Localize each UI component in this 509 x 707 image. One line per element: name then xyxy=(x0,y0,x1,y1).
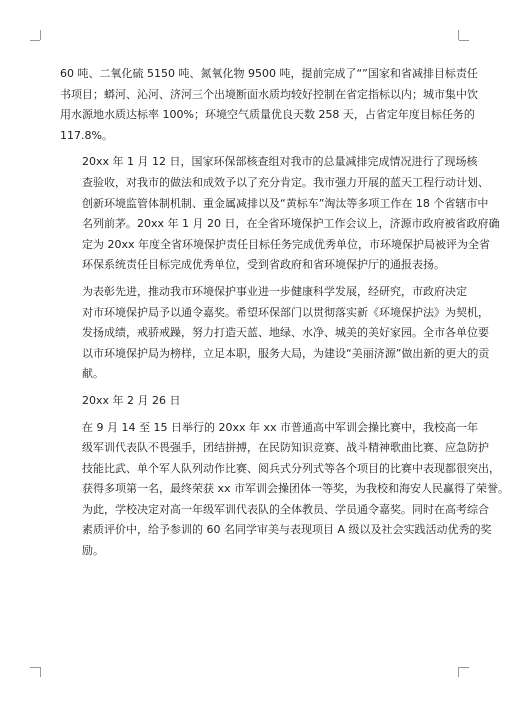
text-line: 对市环境保护局予以通令嘉奖。希望环保部门以贯彻落实新《环境保护法》为契机， xyxy=(82,305,489,319)
paragraph-inspection xyxy=(60,152,500,276)
text-line: 为表彰先进，推动我市环境保护事业进一步健康科学发展，经研究，市政府决定 xyxy=(82,284,467,298)
text-line: 用水源地水质达标率 100%；环境空气质量优良天数 258 天，占省定年度目标任务的 xyxy=(60,108,475,122)
paragraph-emission-results xyxy=(60,64,478,146)
text-line: 在 9 月 14 至 15 日举行的 20xx 年 xx 市普通高中军训会操比赛中，我校高一年 xyxy=(82,420,478,434)
text-line: 书项目；蟒河、沁河、济河三个出境断面水质均较好控制在省定指标以内；城市集中饮 xyxy=(60,87,478,101)
text-line: 定为 20xx 年度全省环境保护责任目标任务完成优秀单位，市环境保护局被评为全省 xyxy=(82,237,491,251)
paragraph-military-training xyxy=(60,418,509,562)
text-line: 技能比武、单个军人队列动作比赛、阅兵式分列式等各个项目的比赛中表现都很突出， xyxy=(82,461,500,475)
text-line: 为此，学校决定对高一年级军训代表队的全体教员、学员通令嘉奖。同时在高考综合 xyxy=(82,502,489,516)
text-line: 级军训代表队不畏强手，团结拼搏，在民防知识竞赛、战斗精神歌曲比赛、应急防护 xyxy=(82,441,489,455)
text-line: 20xx 年 1 月 12 日，国家环保部核查组对我市的总量减排完成情况进行了现场核 xyxy=(82,155,478,169)
text-line: 励。 xyxy=(82,544,104,558)
text-line: 发扬成绩，戒骄戒躁，努力打造天蓝、地绿、水净、城美的美好家园。全市各单位要 xyxy=(82,326,489,340)
text-line: 以市环境保护局为榜样，立足本职，服务大局，为建设“美丽济源”做出新的更大的贡 xyxy=(82,346,490,360)
date-line: 20xx 年 2 月 26 日 xyxy=(82,393,181,407)
paragraph-commendation xyxy=(60,282,490,385)
document-body xyxy=(60,64,509,568)
text-line: 60 吨、二氧化硫 5150 吨、氮氧化物 9500 吨，提前完成了“”国家和省减排目标责任 xyxy=(60,67,478,80)
text-line: 查验收，对我市的做法和成效予以了充分肯定。我市强力开展的蓝天工程行动计划、 xyxy=(82,175,489,189)
text-line: 素质评价中，给予参训的 60 名同学审美与表现项目 A 级以及社会实践活动优秀的奖 xyxy=(82,523,492,537)
text-line: 创新环境监管体制机制、重金属减排以及“黄标车”淘汰等多项工作在 18 个省辖市中 xyxy=(82,196,489,210)
text-line: 献。 xyxy=(82,367,104,381)
text-line: 环保系统责任目标完成优秀单位，受到省政府和省环境保护厅的通报表扬。 xyxy=(82,258,445,272)
text-line: 名列前茅。20xx 年 1 月 20 日，在全省环境保护工作会议上，济源市政府被省政府确 xyxy=(82,217,500,231)
paragraph-date xyxy=(60,391,442,412)
text-line: 117.8%。 xyxy=(60,128,113,142)
text-line: 获得多项第一名，最终荣获 xx 市军训会操团体一等奖，为我校和海安人民赢得了荣誉。 xyxy=(82,482,509,496)
